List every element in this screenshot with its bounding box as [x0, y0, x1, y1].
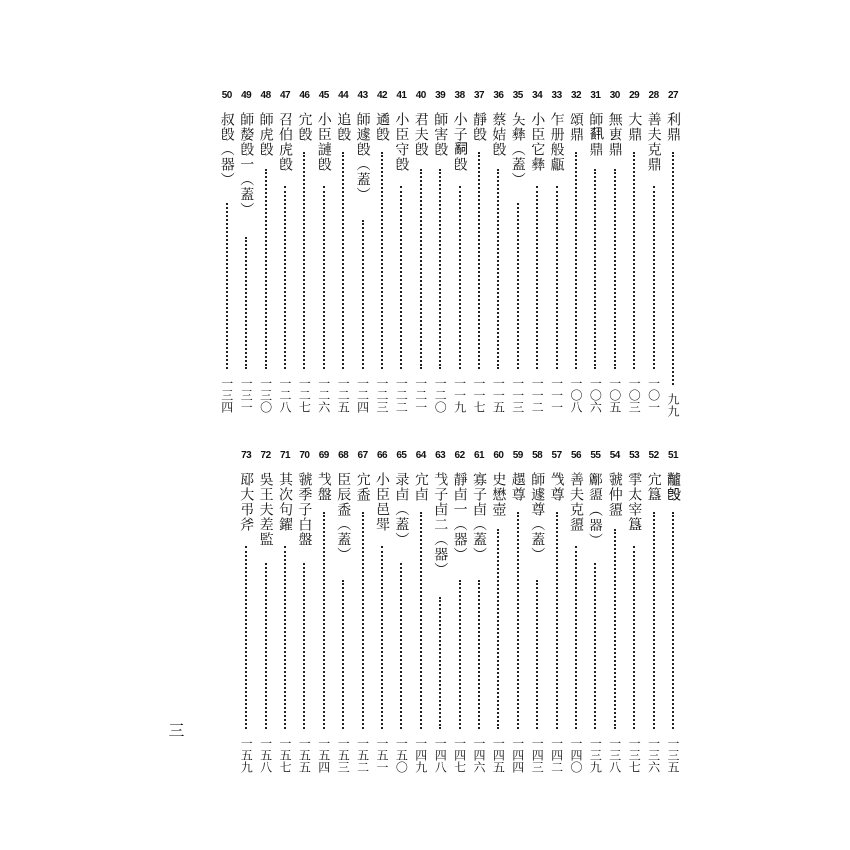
- entry-title: 靜𣪘: [471, 112, 487, 142]
- entry-number: 43: [357, 90, 368, 101]
- entry-title: 召伯虎𣪘: [277, 112, 293, 172]
- dot-leader: [342, 580, 344, 729]
- entry-title: 㦰尊: [548, 472, 565, 502]
- entry-page: 一四八: [433, 737, 448, 773]
- dot-leader: [614, 529, 616, 729]
- contents-entry: [372, 450, 392, 785]
- dot-leader: [420, 512, 422, 729]
- contents-entry: [527, 450, 547, 785]
- entry-page: 一〇三: [627, 377, 642, 413]
- entry-number: 40: [415, 90, 426, 101]
- entry-title: 頌鼎: [568, 112, 584, 142]
- entry-page: 一三五: [666, 737, 680, 773]
- contents-entry: [488, 450, 508, 785]
- dot-leader: [556, 186, 558, 369]
- entry-page: 一〇六: [588, 377, 603, 413]
- contents-entry: [469, 450, 489, 785]
- entry-number: 35: [512, 90, 523, 101]
- contents-entry: [314, 90, 334, 425]
- entry-page: 一一二: [530, 377, 545, 413]
- entry-number: 32: [570, 90, 582, 101]
- entry-number: 51: [667, 450, 679, 461]
- entry-title: 小子𤔲𣪘: [451, 112, 468, 172]
- entry-number: 56: [570, 450, 582, 461]
- entry-title: 善夫克鼎: [645, 112, 662, 172]
- dot-leader: [575, 546, 577, 729]
- dot-leader: [400, 563, 402, 729]
- contents-entry: [605, 450, 625, 785]
- entry-title: 臣辰盉（蓋）: [335, 472, 352, 562]
- entry-page: 一一九: [452, 377, 467, 413]
- contents-entry: [256, 90, 276, 425]
- entry-title: 宂簋: [645, 472, 662, 502]
- dot-leader: [284, 186, 286, 369]
- contents-entry: [624, 450, 644, 785]
- entry-number: 69: [318, 450, 329, 461]
- entry-page: 九九: [666, 393, 680, 417]
- entry-title: 師𩛥鼎: [587, 112, 604, 157]
- entry-title: 君夫𣪘: [412, 112, 429, 157]
- entry-number: 45: [318, 90, 329, 101]
- contents-entry: [547, 450, 567, 785]
- entry-page: 一四九: [413, 737, 428, 773]
- entry-title: 靜卣一（器）: [451, 472, 468, 562]
- contents-entry: [372, 90, 392, 425]
- entry-page: 一五四: [316, 737, 331, 773]
- entry-number: 54: [609, 450, 620, 461]
- entry-title: 小臣邑斝: [374, 472, 390, 532]
- entry-number: 44: [338, 90, 349, 101]
- entry-title: 其次句鑃: [277, 472, 293, 532]
- dot-leader: [420, 169, 422, 369]
- entry-number: 67: [357, 450, 368, 461]
- entry-number: 63: [435, 450, 446, 461]
- entry-number: 34: [532, 90, 543, 101]
- contents-entry: [256, 450, 276, 785]
- entry-number: 55: [590, 450, 601, 461]
- entry-number: 41: [396, 90, 407, 101]
- page-number: 三: [166, 722, 185, 738]
- entry-page: 一三六: [646, 737, 661, 773]
- entry-number: 28: [648, 90, 659, 101]
- entry-title: 善夫克盨: [568, 472, 584, 532]
- entry-title: 乍册般甗: [548, 112, 565, 172]
- entry-title: 宂𣪘: [296, 112, 313, 142]
- entry-number: 38: [454, 90, 465, 101]
- dot-leader: [478, 152, 480, 369]
- entry-page: 一五七: [278, 737, 292, 773]
- contents-entry: [353, 450, 373, 785]
- entry-number: 27: [667, 90, 679, 101]
- contents-block-lower: [0, 450, 850, 790]
- entry-title: 𨟭盨（器）: [587, 472, 604, 547]
- entry-title: 史懋壺: [490, 472, 507, 517]
- entry-page: 一二一: [413, 377, 428, 413]
- entry-page: 一四〇: [569, 737, 583, 773]
- dot-leader: [284, 546, 286, 729]
- contents-entry: [236, 90, 256, 425]
- dot-leader: [226, 203, 228, 369]
- entry-number: 60: [493, 450, 504, 461]
- entry-title: 師嫠𣪘一（蓋）: [238, 112, 255, 217]
- dot-leader: [245, 546, 247, 729]
- contents-entry: [450, 90, 470, 425]
- contents-entry: [236, 450, 256, 785]
- dot-leader: [672, 152, 674, 385]
- entry-number: 37: [473, 90, 485, 101]
- entry-number: 61: [473, 450, 485, 461]
- entry-page: 一一一: [549, 377, 564, 413]
- dot-leader: [381, 546, 383, 729]
- contents-entry: [566, 90, 586, 425]
- contents-entry: [391, 450, 411, 785]
- dot-leader: [362, 512, 364, 729]
- contents-entry: [294, 90, 314, 425]
- entry-number: 71: [279, 450, 291, 461]
- dot-leader: [342, 152, 344, 369]
- entry-number: 36: [493, 90, 504, 101]
- entry-title: 寡子卣（蓋）: [471, 472, 487, 562]
- dot-leader: [439, 169, 441, 369]
- entry-number: 68: [338, 450, 349, 461]
- contents-entry: [624, 90, 644, 425]
- entry-page: 一三四: [219, 377, 234, 413]
- entry-title: 虢仲盨: [606, 472, 623, 517]
- entry-page: 一〇八: [569, 377, 583, 413]
- dot-leader: [439, 597, 441, 729]
- contents-entry: [275, 90, 295, 425]
- dot-leader: [459, 580, 461, 729]
- entry-title: 追𣪘: [335, 112, 352, 142]
- entry-page: 一二三: [375, 377, 389, 413]
- contents-entry: [450, 450, 470, 785]
- entry-page: 一三一: [239, 377, 254, 413]
- entry-page: 一四二: [549, 737, 564, 773]
- entry-page: 一一七: [472, 377, 486, 413]
- contents-entry: [275, 450, 295, 785]
- entry-title: 小臣謰𣪘: [315, 112, 332, 172]
- entry-page: 一三九: [588, 737, 603, 773]
- entry-title: 𪓐𣪘: [665, 472, 681, 502]
- entry-number: 47: [279, 90, 291, 101]
- contents-entry: [391, 90, 411, 425]
- contents-entry: [605, 90, 625, 425]
- dot-leader: [303, 563, 305, 729]
- entry-number: 31: [590, 90, 601, 101]
- entry-page: 一四七: [452, 737, 467, 773]
- entry-number: 58: [532, 450, 543, 461]
- entry-page: 一二〇: [433, 377, 448, 413]
- entry-page: 一五九: [239, 737, 254, 773]
- contents-block-upper: [0, 90, 850, 430]
- entry-page: 一四四: [510, 737, 525, 773]
- entry-page: 一〇五: [607, 377, 622, 413]
- entry-number: 73: [241, 450, 252, 461]
- contents-entry: [430, 450, 450, 785]
- entry-number: 70: [299, 450, 310, 461]
- entry-number: 52: [648, 450, 659, 461]
- entry-page: 一一五: [491, 377, 506, 413]
- entry-number: 59: [512, 450, 523, 461]
- contents-entry: [566, 450, 586, 785]
- contents-entry: [411, 90, 431, 425]
- entry-number: 48: [260, 90, 271, 101]
- contents-entry: [644, 450, 664, 785]
- entry-title: 師遽尊（蓋）: [529, 472, 546, 562]
- entry-title: 大鼎: [626, 112, 643, 142]
- contents-entry: [547, 90, 567, 425]
- entry-title: 趩尊: [509, 472, 526, 502]
- entry-page: 一二四: [355, 377, 370, 413]
- entry-number: 66: [376, 450, 388, 461]
- entry-title: 𢦏子卣二（器）: [432, 472, 449, 577]
- contents-entry: [585, 450, 605, 785]
- entry-title: 邷大弔斧: [238, 472, 255, 532]
- contents-entry: [488, 90, 508, 425]
- dot-leader: [575, 152, 577, 369]
- entry-page: 一五三: [336, 737, 351, 773]
- contents-entry: [353, 90, 373, 425]
- dot-leader: [245, 237, 247, 369]
- entry-page: 一二二: [394, 377, 409, 413]
- contents-entry: [469, 90, 489, 425]
- dot-leader: [517, 512, 519, 729]
- dot-leader: [381, 152, 383, 369]
- contents-entry: [527, 90, 547, 425]
- entry-page: 一五五: [297, 737, 312, 773]
- entry-page: 一四六: [472, 737, 486, 773]
- entry-page: 一四五: [491, 737, 506, 773]
- entry-page: 一四三: [530, 737, 545, 773]
- contents-entry: [508, 450, 528, 785]
- entry-number: 33: [551, 90, 562, 101]
- dot-leader: [517, 203, 519, 369]
- entry-number: 29: [629, 90, 640, 101]
- entry-title: 宂盉: [354, 472, 371, 502]
- contents-entry: [430, 90, 450, 425]
- dot-leader: [536, 580, 538, 729]
- contents-entry: [411, 450, 431, 785]
- contents-entry: [663, 450, 683, 785]
- entry-number: 62: [454, 450, 465, 461]
- entry-number: 65: [396, 450, 407, 461]
- entry-number: 64: [415, 450, 426, 461]
- entry-page: 一一三: [510, 377, 525, 413]
- contents-entry: [333, 450, 353, 785]
- entry-number: 42: [376, 90, 388, 101]
- dot-leader: [594, 563, 596, 729]
- entry-number: 30: [609, 90, 620, 101]
- dot-leader: [400, 186, 402, 369]
- dot-leader: [459, 186, 461, 369]
- entry-number: 53: [629, 450, 640, 461]
- entry-page: 一二七: [297, 377, 312, 413]
- dot-leader: [536, 186, 538, 369]
- contents-entry: [663, 90, 683, 425]
- entry-title: 夨彝（蓋）: [509, 112, 526, 187]
- dot-leader: [323, 186, 325, 369]
- entry-page: 一二五: [336, 377, 351, 413]
- dot-leader: [594, 169, 596, 369]
- contents-entry: [217, 90, 237, 425]
- entry-number: 57: [551, 450, 562, 461]
- contents-entry: [585, 90, 605, 425]
- entry-number: 50: [221, 90, 232, 101]
- entry-number: 39: [435, 90, 446, 101]
- contents-entry: [294, 450, 314, 785]
- entry-title: 录卣（蓋）: [393, 472, 410, 547]
- entry-page: 一二八: [278, 377, 292, 413]
- entry-number: 46: [299, 90, 310, 101]
- dot-leader: [614, 169, 616, 369]
- entry-title: 師遽𣪘（蓋）: [354, 112, 371, 202]
- entry-title: 宂卣: [412, 472, 429, 502]
- entry-title: 蔡姞𣪘: [490, 112, 507, 157]
- dot-leader: [653, 512, 655, 729]
- entry-title: 虢季子白盤: [296, 472, 313, 547]
- entry-title: 利鼎: [665, 112, 681, 142]
- entry-title: 𩁹太宰簋: [626, 472, 643, 532]
- entry-page: 一二六: [316, 377, 331, 413]
- entry-number: 72: [260, 450, 271, 461]
- entry-number: 49: [241, 90, 252, 101]
- entry-page: 一五二: [355, 737, 370, 773]
- dot-leader: [478, 580, 480, 729]
- dot-leader: [265, 169, 267, 369]
- entry-title: 叔𣪘（器）: [218, 112, 235, 187]
- entry-title: 師虎𣪘: [257, 112, 274, 157]
- dot-leader: [497, 169, 499, 369]
- dot-leader: [672, 512, 674, 729]
- dot-leader: [633, 152, 635, 369]
- entry-title: 師害𣪘: [432, 112, 449, 157]
- entry-title: 小臣它彝: [529, 112, 546, 172]
- dot-leader: [556, 512, 558, 729]
- dot-leader: [362, 220, 364, 369]
- dot-leader: [303, 152, 305, 369]
- contents-entry: [508, 90, 528, 425]
- dot-leader: [497, 529, 499, 729]
- contents-entry: [644, 90, 664, 425]
- entry-page: 一三〇: [258, 377, 273, 413]
- entry-page: 一三八: [607, 737, 622, 773]
- entry-page: 一五八: [258, 737, 273, 773]
- dot-leader: [653, 186, 655, 369]
- dot-leader: [633, 546, 635, 729]
- dot-leader: [323, 512, 325, 729]
- entry-title: 𢦏盤: [315, 472, 332, 502]
- entry-page: 一〇一: [646, 377, 661, 413]
- entry-title: 遹𣪘: [374, 112, 390, 142]
- entry-title: 無叀鼎: [606, 112, 623, 157]
- dot-leader: [265, 563, 267, 729]
- entry-title: 吳王夫差監: [257, 472, 274, 547]
- contents-entry: [314, 450, 334, 785]
- entry-page: 一五〇: [394, 737, 409, 773]
- entry-page: 一五一: [375, 737, 389, 773]
- contents-entry: [333, 90, 353, 425]
- entry-page: 一三七: [627, 737, 642, 773]
- entry-title: 小臣守𣪘: [393, 112, 410, 172]
